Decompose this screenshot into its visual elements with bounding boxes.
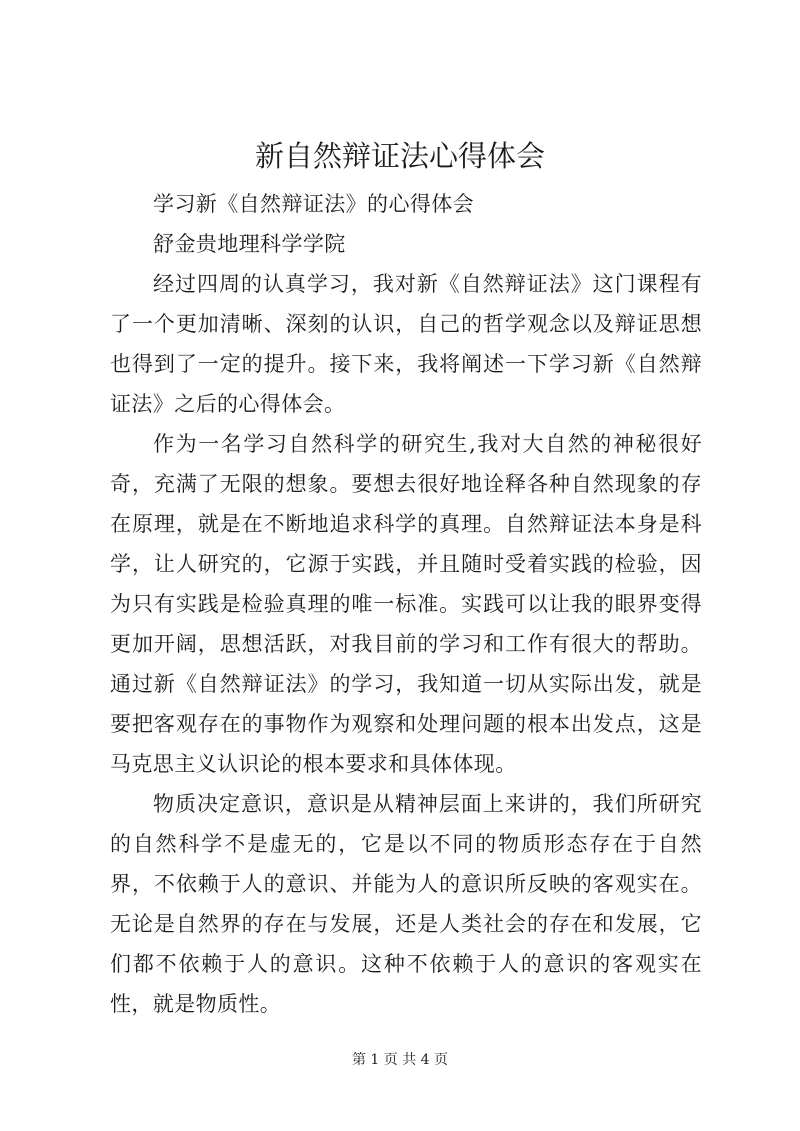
page-number-footer: 第 1 页 共 4 页 bbox=[351, 1052, 449, 1068]
author-paragraph: 舒金贵地理科学学院 bbox=[153, 232, 346, 256]
body-paragraph: 经过四周的认真学习，我对新《自然辩证法》这门课程有了一个更加清晰、深刻的认识，自己的哲学观念以及辩证思想也得到了一定的提升。接下来，我将阐述一下学习新《自然辩证法》之后的心得体会。 bbox=[110, 272, 702, 416]
document-title: 新自然辩证法心得体会 bbox=[254, 139, 545, 173]
document-body bbox=[110, 184, 702, 1024]
subtitle-paragraph: 学习新《自然辩证法》的心得体会 bbox=[153, 192, 475, 216]
body-paragraph: 作为一名学习自然科学的研究生,我对大自然的神秘很好奇，充满了无限的想象。要想去很好地诠释各种自然现象的存在原理，就是在不断地追求科学的真理。自然辩证法本身是科学，让人研究的，它源于实践，并且随时受着实践的检验，因为只有实践是检验真理的唯一标准。实践可以让我的眼界变得更加开阔，思想活跃，对我目前的学习和工作有很大的帮助。通过新《自然辩证法》的学习，我知道一切从实际出发，就是要把客观存在的事物作为观察和处理问题的根本出发点，这是马克思主义认识论的根本要求和具体体现。 bbox=[110, 432, 702, 776]
body-paragraph: 物质决定意识，意识是从精神层面上来讲的，我们所研究的自然科学不是虚无的，它是以不同的物质形态存在于自然界，不依赖于人的意识、并能为人的意识所反映的客观实在。无论是自然界的存在与发展，还是人类社会的存在和发展，它们都不依赖于人的意识。这种不依赖于人的意识的客观实在性，就是物质性。 bbox=[110, 792, 702, 1016]
